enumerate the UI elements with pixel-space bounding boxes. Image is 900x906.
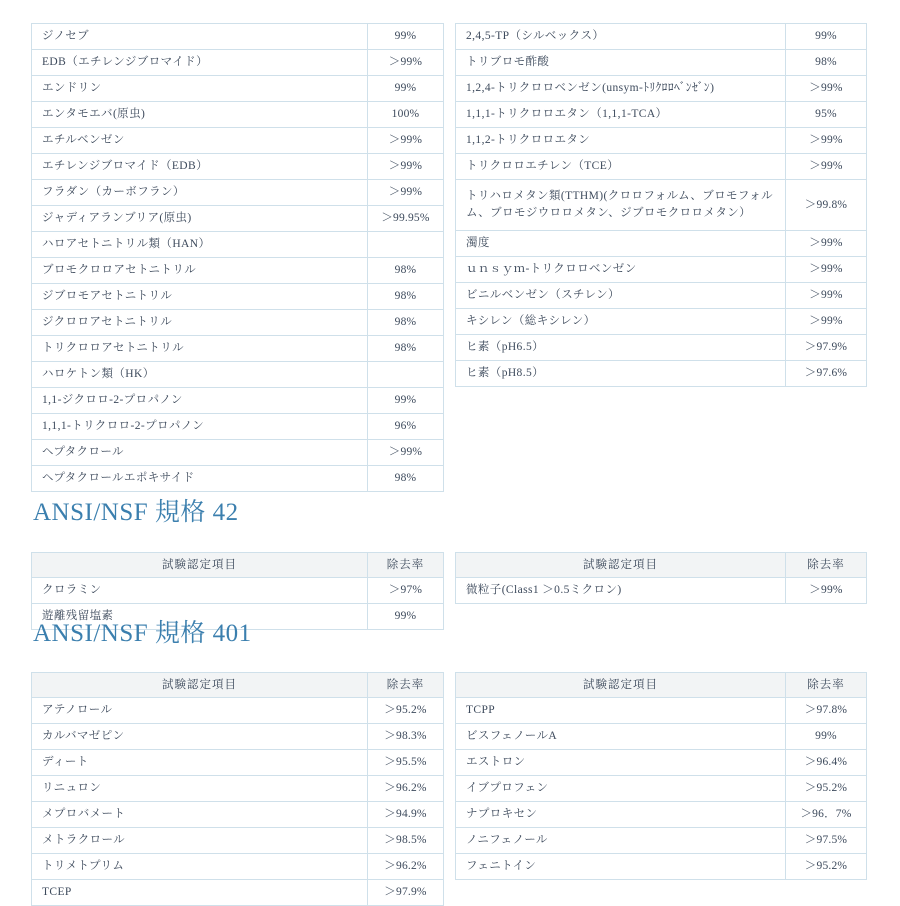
table-row <box>32 180 444 206</box>
cell-item-name: ナプロキセン <box>456 802 786 828</box>
cell-removal-rate: ＞99% <box>786 128 867 154</box>
cell-item-name: TCEP <box>32 880 368 906</box>
cell-removal-rate: 95% <box>786 102 867 128</box>
cell-removal-rate: ＞99% <box>368 180 444 206</box>
cell-item-name: エチルベンゼン <box>32 128 368 154</box>
table-row <box>32 854 444 880</box>
table-row <box>32 466 444 492</box>
column-header-item: 試験認定項目 <box>456 673 786 698</box>
nsf401-table-left <box>31 672 444 906</box>
table-row <box>32 802 444 828</box>
table-row <box>456 283 867 309</box>
cell-removal-rate: ＞99% <box>786 283 867 309</box>
table-row <box>32 258 444 284</box>
table-row <box>456 802 867 828</box>
table-row <box>32 128 444 154</box>
table-row <box>456 180 867 231</box>
table-row <box>456 128 867 154</box>
column-header-rate: 除去率 <box>786 673 867 698</box>
cell-removal-rate: ＞95.2% <box>786 776 867 802</box>
cell-item-name: EDB（エチレンジブロマイド） <box>32 50 368 76</box>
table-row <box>456 102 867 128</box>
table-head <box>32 673 444 698</box>
cell-item-name: 2,4,5-TP（シルベックス） <box>456 24 786 50</box>
cell-item-name: ハロアセトニトリル類（HAN） <box>32 232 368 258</box>
cell-item-name: ヒ素（pH8.5） <box>456 361 786 387</box>
cell-removal-rate: 99% <box>368 388 444 414</box>
table-row <box>456 231 867 257</box>
table-row <box>32 414 444 440</box>
cell-item-name: キシレン（総キシレン） <box>456 309 786 335</box>
table-row <box>32 776 444 802</box>
cell-removal-rate: ＞97.6% <box>786 361 867 387</box>
column-header-item: 試験認定項目 <box>32 673 368 698</box>
cell-removal-rate: 99% <box>368 604 444 630</box>
cell-item-name: ノニフェノール <box>456 828 786 854</box>
cell-item-name: ジブロモアセトニトリル <box>32 284 368 310</box>
table-row <box>456 724 867 750</box>
table-head <box>32 553 444 578</box>
cell-removal-rate: ＞97.8% <box>786 698 867 724</box>
cell-item-name: 微粒子(Class1 ＞0.5ミクロン) <box>456 578 786 604</box>
table-row <box>32 336 444 362</box>
cell-item-name: エンタモエバ(原虫) <box>32 102 368 128</box>
cell-item-name: ｕｎｓｙｍ-トリクロロベンゼン <box>456 257 786 283</box>
cell-removal-rate: 98% <box>368 258 444 284</box>
cell-item-name: 1,1,1-トリクロロ-2-プロパノン <box>32 414 368 440</box>
cell-item-name: アテノロール <box>32 698 368 724</box>
column-header-rate: 除去率 <box>786 553 867 578</box>
cell-item-name: 1,1-ジクロロ-2-プロパノン <box>32 388 368 414</box>
table-row <box>456 309 867 335</box>
removal-rate-table-top-left <box>31 23 444 492</box>
table-row <box>456 854 867 880</box>
cell-item-name: ジャディアランブリア(原虫) <box>32 206 368 232</box>
cell-item-name: ビニルベンゼン（スチレン） <box>456 283 786 309</box>
cell-removal-rate: ＞96.2% <box>368 776 444 802</box>
cell-removal-rate: 98% <box>786 50 867 76</box>
table-row <box>456 578 867 604</box>
cell-item-name: メプロバメート <box>32 802 368 828</box>
column-header-rate: 除去率 <box>368 673 444 698</box>
cell-item-name: TCPP <box>456 698 786 724</box>
cell-removal-rate: 98% <box>368 336 444 362</box>
table-row <box>32 206 444 232</box>
cell-item-name: ヒ素（pH6.5） <box>456 335 786 361</box>
cell-removal-rate: ＞97.5% <box>786 828 867 854</box>
table-row <box>456 257 867 283</box>
cell-removal-rate: ＞96．7% <box>786 802 867 828</box>
table-row <box>32 828 444 854</box>
table-row <box>456 750 867 776</box>
cell-removal-rate: ＞95.5% <box>368 750 444 776</box>
cell-removal-rate: ＞96.2% <box>368 854 444 880</box>
table-row <box>32 232 444 258</box>
cell-removal-rate: 98% <box>368 466 444 492</box>
nsf401-table-right <box>455 672 867 880</box>
cell-item-name: 濁度 <box>456 231 786 257</box>
table-row <box>456 361 867 387</box>
table-row <box>32 578 444 604</box>
table-row <box>456 50 867 76</box>
table-row <box>456 154 867 180</box>
table-body <box>456 578 867 604</box>
cell-removal-rate: 99% <box>786 724 867 750</box>
cell-item-name: フェニトイン <box>456 854 786 880</box>
cell-removal-rate: 99% <box>786 24 867 50</box>
cell-item-name: ヘプタクロールエポキサイド <box>32 466 368 492</box>
cell-removal-rate: ＞97.9% <box>368 880 444 906</box>
cell-removal-rate: ＞99% <box>786 76 867 102</box>
cell-removal-rate <box>368 362 444 388</box>
table-row <box>456 335 867 361</box>
removal-rate-table-top-right <box>455 23 867 387</box>
table-row <box>456 828 867 854</box>
cell-item-name: クロラミン <box>32 578 368 604</box>
table-row <box>456 24 867 50</box>
cell-removal-rate: 98% <box>368 284 444 310</box>
cell-item-name: ブロモクロロアセトニトリル <box>32 258 368 284</box>
cell-removal-rate: ＞97% <box>368 578 444 604</box>
cell-removal-rate: ＞99% <box>786 257 867 283</box>
table-row <box>32 102 444 128</box>
table-row <box>32 76 444 102</box>
table-row <box>32 154 444 180</box>
cell-item-name: トリメトプリム <box>32 854 368 880</box>
table-row <box>32 310 444 336</box>
table-row <box>32 362 444 388</box>
table-header-row <box>456 553 867 578</box>
table-body <box>456 24 867 387</box>
column-header-rate: 除去率 <box>368 553 444 578</box>
cell-removal-rate: 99% <box>368 76 444 102</box>
cell-item-name: トリクロロエチレン（TCE） <box>456 154 786 180</box>
cell-item-name: 1,2,4-トリクロロベンゼン(unsym-ﾄﾘｸﾛﾛﾍﾞﾝｾﾞﾝ) <box>456 76 786 102</box>
table-body <box>32 698 444 906</box>
table-row <box>456 76 867 102</box>
cell-removal-rate: 100% <box>368 102 444 128</box>
cell-removal-rate: ＞98.5% <box>368 828 444 854</box>
cell-removal-rate: ＞96.4% <box>786 750 867 776</box>
cell-removal-rate: ＞99% <box>368 154 444 180</box>
cell-removal-rate: 98% <box>368 310 444 336</box>
table-row <box>32 24 444 50</box>
cell-item-name: 遊離残留塩素 <box>32 604 368 630</box>
cell-item-name: カルバマゼピン <box>32 724 368 750</box>
cell-removal-rate: ＞99.95% <box>368 206 444 232</box>
table-row <box>32 880 444 906</box>
cell-removal-rate: 96% <box>368 414 444 440</box>
cell-item-name: 1,1,1-トリクロロエタン（1,1,1-TCA） <box>456 102 786 128</box>
cell-removal-rate <box>368 232 444 258</box>
cell-item-name: ディート <box>32 750 368 776</box>
cell-item-name: ビスフェノールA <box>456 724 786 750</box>
cell-removal-rate: ＞95.2% <box>786 854 867 880</box>
table-row <box>32 724 444 750</box>
section-heading-nsf42: ANSI/NSF 規格 42 <box>33 499 239 526</box>
cell-removal-rate: ＞99% <box>368 128 444 154</box>
table-body <box>456 698 867 880</box>
table-row <box>456 698 867 724</box>
cell-removal-rate: ＞94.9% <box>368 802 444 828</box>
cell-removal-rate: ＞98.3% <box>368 724 444 750</box>
cell-item-name: トリブロモ酢酸 <box>456 50 786 76</box>
table-row <box>32 50 444 76</box>
table-head <box>456 553 867 578</box>
cell-removal-rate: ＞99% <box>368 440 444 466</box>
cell-removal-rate: ＞99% <box>786 309 867 335</box>
cell-removal-rate: ＞99% <box>368 50 444 76</box>
cell-removal-rate: ＞99% <box>786 154 867 180</box>
cell-item-name: イブプロフェン <box>456 776 786 802</box>
column-header-item: 試験認定項目 <box>456 553 786 578</box>
table-header-row <box>32 673 444 698</box>
cell-removal-rate: ＞99.8% <box>786 180 867 231</box>
cell-item-name: エチレンジブロマイド（EDB） <box>32 154 368 180</box>
cell-item-name: フラダン（カーボフラン） <box>32 180 368 206</box>
cell-item-name: エンドリン <box>32 76 368 102</box>
cell-removal-rate: ＞97.9% <box>786 335 867 361</box>
table-head <box>456 673 867 698</box>
table-header-row <box>456 673 867 698</box>
table-header-row <box>32 553 444 578</box>
table-row <box>32 440 444 466</box>
table-row <box>32 284 444 310</box>
cell-item-name: エストロン <box>456 750 786 776</box>
cell-item-name: リニュロン <box>32 776 368 802</box>
cell-item-name: トリハロメタン類(TTHM)(クロロフォルム、ブロモフォルム、ブロモジウロロメタン、ジブロモクロロメタン） <box>456 180 786 231</box>
cell-removal-rate: 99% <box>368 24 444 50</box>
table-row <box>456 776 867 802</box>
column-header-item: 試験認定項目 <box>32 553 368 578</box>
cell-item-name: ジクロロアセトニトリル <box>32 310 368 336</box>
cell-item-name: 1,1,2-トリクロロエタン <box>456 128 786 154</box>
cell-removal-rate: ＞99% <box>786 231 867 257</box>
cell-item-name: トリクロロアセトニトリル <box>32 336 368 362</box>
table-row <box>32 388 444 414</box>
table-row <box>32 750 444 776</box>
nsf42-table-right <box>455 552 867 604</box>
table-body <box>32 24 444 492</box>
cell-removal-rate: ＞99% <box>786 578 867 604</box>
section-heading-nsf401: ANSI/NSF 規格 401 <box>33 620 252 647</box>
table-row <box>32 698 444 724</box>
cell-removal-rate: ＞95.2% <box>368 698 444 724</box>
cell-item-name: ヘプタクロール <box>32 440 368 466</box>
cell-item-name: メトラクロール <box>32 828 368 854</box>
cell-item-name: ハロケトン類（HK） <box>32 362 368 388</box>
cell-item-name: ジノセブ <box>32 24 368 50</box>
